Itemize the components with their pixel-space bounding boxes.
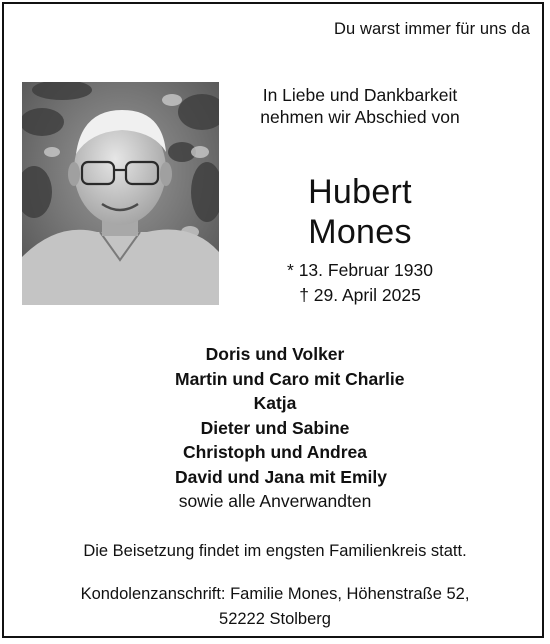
relatives-line: sowie alle Anverwandten	[178, 491, 372, 511]
deceased-name	[230, 172, 490, 252]
intro-line: nehmen wir Abschied von	[260, 107, 460, 127]
mourner: Katja	[253, 393, 297, 413]
mourner: Christoph und Andrea	[182, 442, 368, 462]
mourner: Martin und Caro mit Charlie	[175, 368, 405, 389]
mourner: David und Jana mit Emily	[175, 466, 387, 487]
birth-date: * 13. Februar 1930	[287, 260, 433, 280]
mourner: Dieter und Sabine	[200, 417, 350, 438]
funeral-note: Die Beisetzung findet im engsten Familienkreis statt.	[83, 542, 467, 560]
condolence-line: Kondolenzanschrift: Familie Mones, Höhenstraße 52,	[80, 585, 470, 603]
mourner: Doris und Volker	[205, 344, 345, 364]
first-name: Hubert	[308, 173, 412, 211]
mourners-list	[175, 342, 405, 514]
intro-line: In Liebe und Dankbarkeit	[262, 85, 458, 105]
death-date: † 29. April 2025	[299, 285, 421, 305]
portrait-photo	[22, 82, 219, 305]
life-dates	[230, 258, 490, 308]
intro-text	[230, 84, 490, 128]
motto: Du warst immer für uns da	[334, 20, 530, 38]
condolence-line: 52222 Stolberg	[219, 610, 331, 628]
condolence-address	[0, 582, 550, 632]
last-name: Mones	[308, 213, 412, 251]
